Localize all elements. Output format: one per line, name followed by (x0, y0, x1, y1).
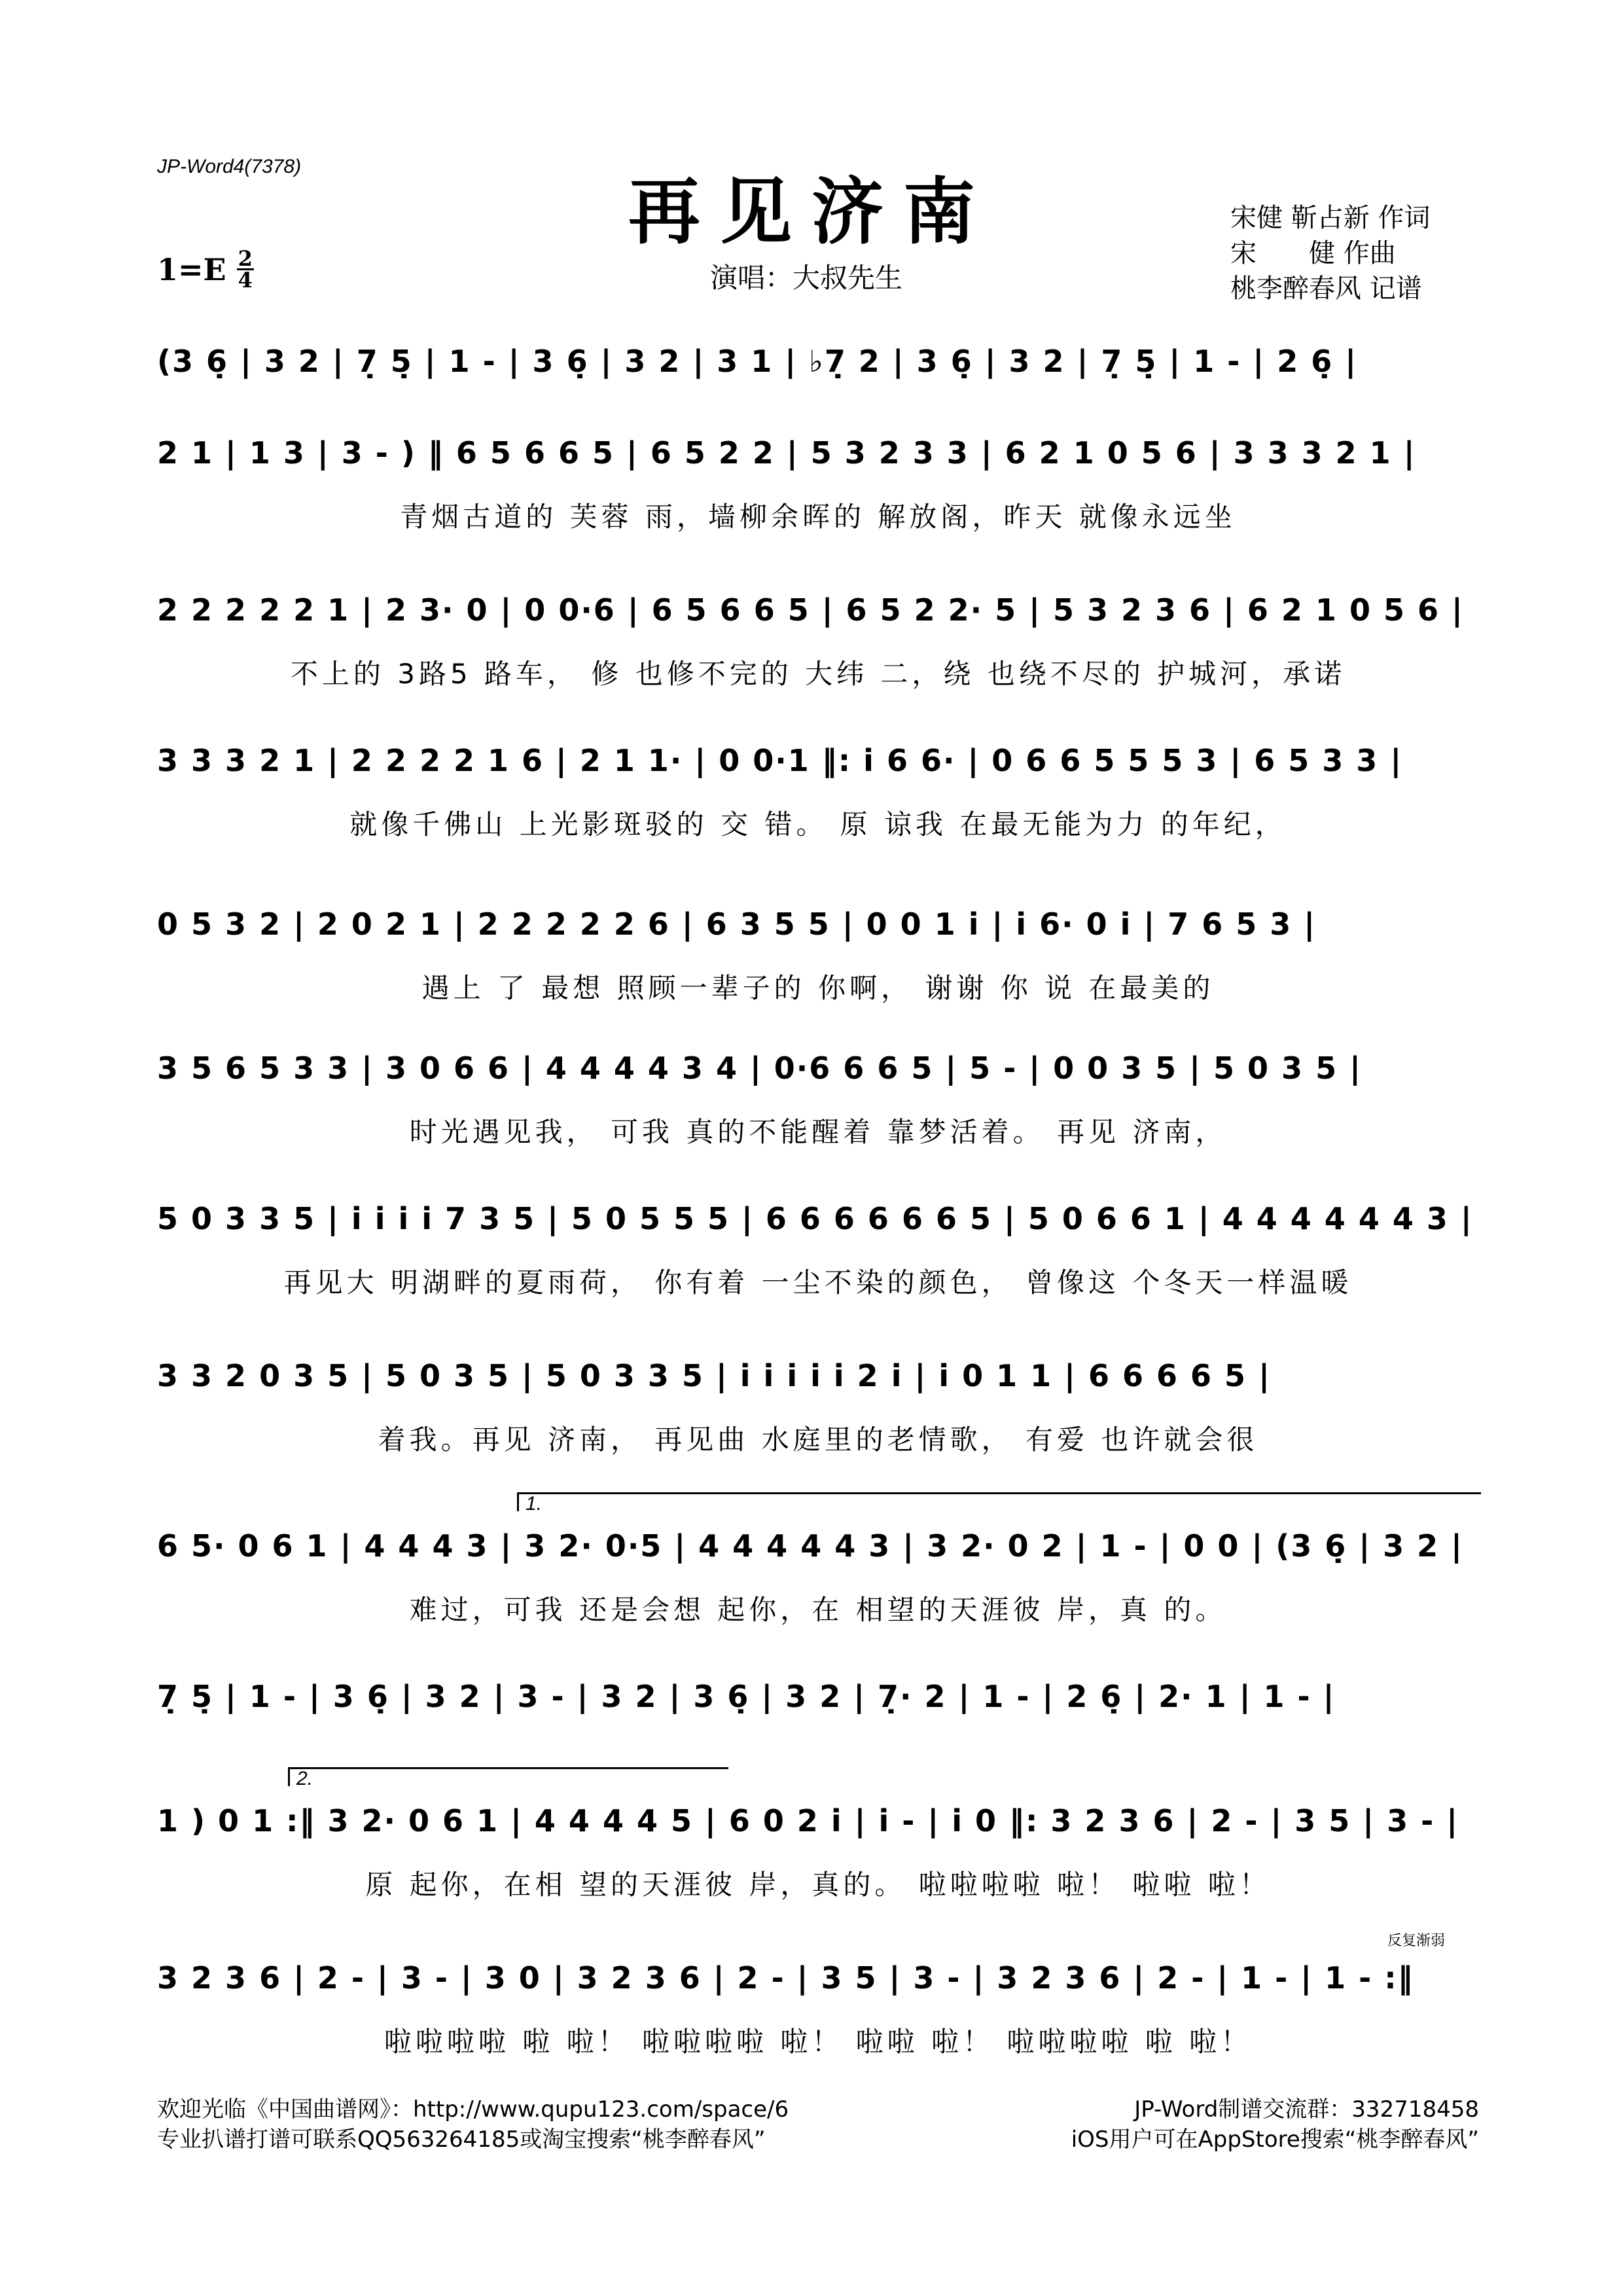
singer-label: 演唱：大叔先生 (710, 262, 903, 294)
lyric-line: 时光遇见我， 可我 真的不能醒着 靠梦活着。 再见 济南， (409, 1116, 1227, 1148)
notation-line: 0 5 3 2 | 2 0 2 1 | 2 2 2 2 2 6 | 6 3 5 5 | 0 0 1 i | i 6· 0 i | 7 6 5 3 | (157, 906, 1317, 942)
key-signature (157, 246, 254, 293)
key-label: 1=E (157, 251, 226, 287)
lyric-line: 难过，可我 还是会想 起你，在 相望的天涯彼 岸，真 的。 (409, 1594, 1227, 1626)
composer-credit: 宋 健 作曲 (1230, 238, 1396, 268)
notation-line: 3 3 3 2 1 | 2 2 2 2 1 6 | 2 1 1· | 0 0·1 ‖: i 6 6· | 0 6 6 5 5 5 3 | 6 5 3 3 | (157, 743, 1403, 778)
volta-second-ending: 2. (288, 1767, 728, 1786)
notation-line: 3 5 6 5 3 3 | 3 0 6 6 | 4 4 4 4 3 4 | 0·6 6 6 5 | 5 - | 0 0 3 5 | 5 0 3 5 | (157, 1050, 1362, 1086)
lyric-line: 原 起你，在相 望的天涯彼 岸，真的。 啦啦啦啦 啦！ 啦啦 啦！ (365, 1869, 1271, 1901)
transcriber-credit: 桃李醉春风 记谱 (1230, 274, 1422, 304)
time-signature-bottom: 4 (238, 268, 253, 293)
footer-ios: iOS用户可在AppStore搜索“桃李醉春风” (1071, 2126, 1479, 2153)
notation-line: 3 2 3 6 | 2 - | 3 - | 3 0 | 3 2 3 6 | 2 - | 3 5 | 3 - | 3 2 3 6 | 2 - | 1 - | 1 - :‖ (157, 1960, 1414, 1996)
notation-line: 2 2 2 2 2 1 | 2 3· 0 | 0 0·6 | 6 5 6 6 5 | 6 5 2 2· 5 | 5 3 2 3 6 | 6 2 1 0 5 6 | (157, 592, 1464, 628)
lyric-line: 啦啦啦啦 啦 啦！ 啦啦啦啦 啦！ 啦啦 啦！ 啦啦啦啦 啦 啦！ (383, 2026, 1253, 2058)
song-title: 再见济南 (628, 170, 995, 254)
time-signature-top: 2 (238, 246, 253, 271)
notation-line: 2 1 | 1 3 | 3 - ) ‖ 6 5 6 6 5 | 6 5 2 2 | 5 3 2 3 3 | 6 2 1 0 5 6 | 3 3 3 2 1 | (157, 435, 1416, 471)
footer (157, 2094, 1479, 2155)
footer-contact: 专业扒谱打谱可联系QQ563264185或淘宝搜索“桃李醉春风” (157, 2126, 766, 2153)
volta-first-ending: 1. (517, 1492, 1481, 1511)
footer-group: JP-Word制谱交流群：332718458 (1134, 2096, 1479, 2123)
lyric-line: 就像千佛山 上光影斑驳的 交 错。 原 谅我 在最无能为力 的年纪， (349, 808, 1287, 840)
notation-line: (3 6̣ | 3 2 | 7̣ 5̣ | 1 - | 3 6̣ | 3 2 | 3 1 | ♭7̣ 2 | 3 6̣ | 3 2 | 7̣ 5̣ | 1 - | 2 6̣ | (157, 344, 1358, 379)
lyric-line: 青烟古道的 芙蓉 雨，墙柳余晖的 解放阁，昨天 就像永远坐 (400, 501, 1236, 533)
footer-website: 欢迎光临《中国曲谱网》：http://www.qupu123.com/space/6 (157, 2096, 789, 2123)
lyric-line: 着我。再见 济南， 再见曲 水庭里的老情歌， 有爱 也许就会很 (378, 1424, 1258, 1456)
lyric-line: 不上的 3路5 路车， 修 也修不完的 大纬 二，绕 也绕不尽的 护城河，承诺 (290, 658, 1346, 690)
notation-line: 1 ) 0 1 :‖ 3 2· 0 6 1 | 4 4 4 4 5 | 6 0 2 i | i - | i 0 ‖: 3 2 3 6 | 2 - | 3 5 | 3 - | (157, 1803, 1459, 1839)
credits (1230, 200, 1430, 306)
lyricist-credit: 宋健 靳占新 作词 (1230, 203, 1431, 233)
notation-line: 5 0 3 3 5 | i i i i 7 3 5 | 5 0 5 5 5 | 6 6 6 6 6 6 5 | 5 0 6 6 1 | 4 4 4 4 4 4 3 | (157, 1201, 1473, 1236)
software-label: JP-Word4(7378) (157, 156, 302, 177)
notation-line: 7̣ 5̣ | 1 - | 3 6̣ | 3 2 | 3 - | 3 2 | 3 6̣ | 3 2 | 7̣· 2 | 1 - | 2 6̣ | 2· 1 | 1 - | (157, 1679, 1336, 1714)
fade-out-annotation: 反复渐弱 (1387, 1933, 1446, 1949)
lyric-line: 遇上 了 最想 照顾一辈子的 你啊， 谢谢 你 说 在最美的 (421, 972, 1215, 1004)
time-signature (237, 246, 254, 293)
lyric-line: 再见大 明湖畔的夏雨荷， 你有着 一尘不染的颜色， 曾像这 个冬天一样温暖 (283, 1266, 1353, 1299)
notation-line: 6 5· 0 6 1 | 4 4 4 3 | 3 2· 0·5 | 4 4 4 4 4 3 | 3 2· 0 2 | 1 - | 0 0 | (3 6̣ | 3 2 | (157, 1528, 1463, 1564)
notation-line: 3 3 2 0 3 5 | 5 0 3 5 | 5 0 3 3 5 | i i i i i 2 i | i 0 1 1 | 6 6 6 6 5 | (157, 1358, 1271, 1393)
